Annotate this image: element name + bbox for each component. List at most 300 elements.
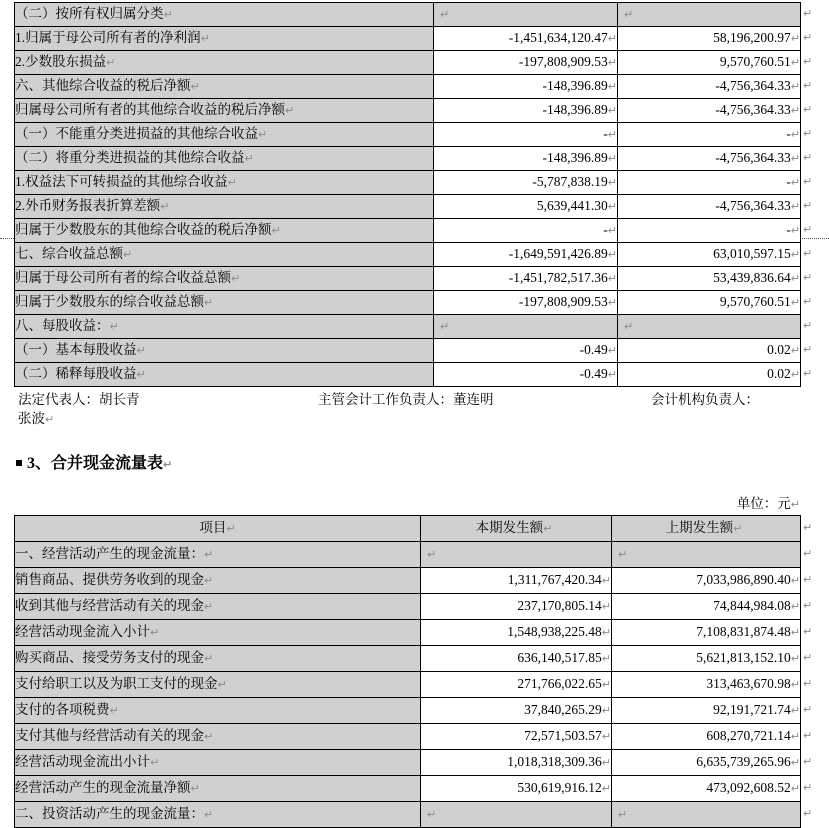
- paragraph-mark-icon: ↵: [790, 272, 800, 286]
- paragraph-mark-icon: ↵: [109, 320, 119, 334]
- row-label-cell: [15, 724, 421, 750]
- row-label-cell: [15, 75, 434, 99]
- row-label: 2.外币财务报表折算差额: [15, 198, 161, 214]
- cell-value: 58,196,200.97: [713, 30, 791, 46]
- row-label-cell: [15, 776, 421, 802]
- paragraph-mark-icon: ↵: [790, 782, 800, 796]
- row-label-cell: [15, 672, 421, 698]
- paragraph-mark-icon: ↵: [803, 175, 813, 188]
- table-row: [15, 195, 801, 219]
- current-period-cell: [421, 776, 612, 802]
- paragraph-mark-icon: ↵: [440, 320, 450, 334]
- previous-period-cell: [618, 267, 801, 291]
- unit-note-text: 单位：元: [736, 496, 791, 511]
- current-period-cell: [434, 339, 618, 363]
- previous-period-cell: [612, 724, 801, 750]
- previous-period-cell: [618, 75, 801, 99]
- paragraph-mark-icon: ↵: [803, 319, 813, 332]
- row-label-cell: [15, 315, 434, 339]
- row-label: 收到其他与经营活动有关的现金: [15, 598, 204, 614]
- legal-representative-label: 法定代表人：胡长青: [18, 392, 140, 407]
- paragraph-mark-icon: ↵: [204, 548, 214, 562]
- cell-value: -: [603, 222, 608, 238]
- row-label: 经营活动现金流出小计: [15, 754, 150, 770]
- paragraph-mark-icon: ↵: [790, 574, 800, 588]
- page-break-indicator-left: [0, 238, 14, 239]
- paragraph-mark-icon: ↵: [440, 8, 450, 22]
- signature-block: [14, 390, 804, 429]
- paragraph-mark-icon: ↵: [803, 521, 813, 534]
- paragraph-mark-icon: ↵: [803, 651, 813, 664]
- comprehensive-income-table-body: [15, 3, 801, 387]
- paragraph-mark-icon: ↵: [123, 248, 133, 262]
- row-label-cell: [15, 243, 434, 267]
- row-label-cell: [15, 195, 434, 219]
- current-period-cell: [434, 75, 618, 99]
- cell-value: 63,010,597.15: [713, 246, 791, 262]
- previous-period-cell: [612, 568, 801, 594]
- previous-period-cell: [618, 123, 801, 147]
- paragraph-mark-icon: ↵: [109, 704, 119, 718]
- cell-value: 636,140,517.85: [517, 650, 602, 666]
- row-label-cell: [15, 698, 421, 724]
- paragraph-mark-icon: ↵: [790, 498, 800, 511]
- cash-flow-table-header-body: [15, 516, 801, 828]
- paragraph-mark-icon: ↵: [790, 756, 800, 770]
- paragraph-mark-icon: ↵: [803, 729, 813, 742]
- previous-period-cell: [612, 672, 801, 698]
- current-period-cell: [421, 802, 612, 828]
- table-row: [15, 147, 801, 171]
- cell-value: -197,808,909.53: [518, 294, 608, 310]
- previous-period-cell: [612, 594, 801, 620]
- row-label: 七、综合收益总额: [15, 246, 123, 262]
- paragraph-mark-icon: ↵: [601, 756, 611, 770]
- paragraph-mark-icon: ↵: [227, 176, 237, 190]
- paragraph-mark-icon: ↵: [624, 8, 634, 22]
- current-period-cell: [434, 51, 618, 75]
- paragraph-mark-icon: ↵: [45, 413, 55, 426]
- current-period-cell: [434, 315, 618, 339]
- paragraph-mark-icon: ↵: [803, 127, 813, 140]
- paragraph-mark-icon: ↵: [150, 626, 160, 640]
- row-label: 经营活动现金流入小计: [15, 624, 150, 640]
- paragraph-mark-icon: ↵: [607, 224, 617, 238]
- column-header-label: 项目: [199, 520, 227, 536]
- cell-value: 530,619,916.12: [517, 780, 602, 796]
- cell-value: 92,191,721.74: [713, 702, 791, 718]
- previous-period-cell: [618, 27, 801, 51]
- cell-value: 72,571,503.57: [524, 728, 602, 744]
- current-period-cell: [434, 291, 618, 315]
- paragraph-mark-icon: ↵: [163, 8, 173, 22]
- current-period-cell: [421, 646, 612, 672]
- paragraph-mark-icon: ↵: [790, 248, 800, 262]
- paragraph-mark-icon: ↵: [803, 271, 813, 284]
- paragraph-mark-icon: ↵: [790, 678, 800, 692]
- paragraph-mark-icon: ↵: [607, 176, 617, 190]
- paragraph-mark-icon: ↵: [790, 176, 800, 190]
- row-label-cell: [15, 646, 421, 672]
- column-header-label: 上期发生额: [665, 520, 734, 536]
- paragraph-mark-icon: ↵: [150, 756, 160, 770]
- current-period-cell: [421, 698, 612, 724]
- cell-value: 1,018,318,309.36: [507, 754, 602, 770]
- previous-period-cell: [612, 542, 801, 568]
- paragraph-mark-icon: ↵: [803, 55, 813, 68]
- paragraph-mark-icon: ↵: [803, 703, 813, 716]
- cell-value: -4,756,364.33: [715, 198, 791, 214]
- paragraph-mark-icon: ↵: [790, 80, 800, 94]
- previous-period-cell: [618, 363, 801, 387]
- row-label: 归属于母公司所有者的综合收益总额: [15, 270, 231, 286]
- paragraph-mark-icon: ↵: [790, 200, 800, 214]
- row-label: 六、其他综合收益的税后净额: [15, 78, 191, 94]
- row-label-cell: [15, 594, 421, 620]
- previous-period-cell: [612, 698, 801, 724]
- paragraph-mark-icon: ↵: [136, 368, 146, 382]
- paragraph-mark-icon: ↵: [601, 730, 611, 744]
- cell-value: -4,756,364.33: [715, 78, 791, 94]
- row-label: 二、投资活动产生的现金流量：: [15, 806, 204, 822]
- paragraph-mark-icon: ↵: [803, 625, 813, 638]
- cell-value: 5,639,441.30: [536, 198, 608, 214]
- previous-period-cell: [618, 171, 801, 195]
- table-row: [15, 123, 801, 147]
- row-label-cell: [15, 568, 421, 594]
- paragraph-mark-icon: ↵: [790, 56, 800, 70]
- paragraph-mark-icon: ↵: [790, 368, 800, 382]
- accounting-org-head-name: 张波: [18, 411, 45, 426]
- previous-period-cell: [618, 243, 801, 267]
- paragraph-mark-icon: ↵: [204, 296, 214, 310]
- paragraph-mark-icon: ↵: [607, 152, 617, 166]
- table-row: [15, 568, 801, 594]
- cell-value: 0.02: [767, 366, 791, 382]
- paragraph-mark-icon: ↵: [803, 199, 813, 212]
- paragraph-mark-icon: ↵: [607, 296, 617, 310]
- paragraph-mark-icon: ↵: [803, 781, 813, 794]
- cell-value: -148,396.89: [542, 78, 608, 94]
- row-label: （一）基本每股收益: [15, 342, 137, 358]
- accounting-org-head-label: 会计机构负责人：: [651, 392, 759, 407]
- paragraph-mark-icon: ↵: [106, 56, 116, 70]
- paragraph-mark-icon: ↵: [790, 600, 800, 614]
- previous-period-cell: [618, 315, 801, 339]
- paragraph-mark-icon: ↵: [803, 223, 813, 236]
- previous-period-cell: [618, 195, 801, 219]
- cell-value: -0.49: [579, 342, 608, 358]
- current-period-cell: [434, 363, 618, 387]
- current-period-cell: [421, 594, 612, 620]
- row-label-cell: [15, 171, 434, 195]
- paragraph-mark-icon: ↵: [190, 80, 200, 94]
- paragraph-mark-icon: ↵: [601, 652, 611, 666]
- cash-flow-table: [14, 515, 801, 828]
- row-label: （二）按所有权归属分类: [15, 6, 164, 22]
- cell-value: -197,808,909.53: [518, 54, 608, 70]
- paragraph-mark-icon: ↵: [204, 600, 214, 614]
- table-row: [15, 315, 801, 339]
- paragraph-mark-icon: ↵: [427, 548, 437, 562]
- column-header-label: 本期发生额: [475, 520, 544, 536]
- paragraph-mark-icon: ↵: [285, 104, 295, 118]
- row-label: 1.权益法下可转损益的其他综合收益: [15, 174, 228, 190]
- current-period-cell: [434, 243, 618, 267]
- cell-value: 271,766,022.65: [517, 676, 602, 692]
- row-label-cell: [15, 99, 434, 123]
- comprehensive-income-table: [14, 2, 801, 387]
- cell-value: -0.49: [579, 366, 608, 382]
- cell-value: -1,649,591,426.89: [508, 246, 608, 262]
- current-period-cell: [421, 724, 612, 750]
- row-label: 八、每股收益：: [15, 318, 110, 334]
- table-row: [15, 99, 801, 123]
- previous-period-cell: [618, 99, 801, 123]
- paragraph-mark-icon: ↵: [607, 32, 617, 46]
- paragraph-mark-icon: ↵: [601, 626, 611, 640]
- column-header-current-period: [421, 516, 612, 542]
- table-row: [15, 594, 801, 620]
- paragraph-mark-icon: ↵: [618, 548, 628, 562]
- cell-value: 7,033,986,890.40: [696, 572, 791, 588]
- paragraph-mark-icon: ↵: [136, 344, 146, 358]
- paragraph-mark-icon: ↵: [607, 56, 617, 70]
- previous-period-cell: [612, 646, 801, 672]
- current-period-cell: [421, 620, 612, 646]
- cell-value: 6,635,739,265.96: [696, 754, 791, 770]
- table-row: [15, 698, 801, 724]
- row-label: （二）稀释每股收益: [15, 366, 137, 382]
- paragraph-mark-icon: ↵: [601, 600, 611, 614]
- row-label-cell: [15, 542, 421, 568]
- cell-value: -4,756,364.33: [715, 150, 791, 166]
- paragraph-mark-icon: ↵: [200, 32, 210, 46]
- accounting-head-label: 主管会计工作负责人：董连明: [318, 392, 494, 407]
- row-label: 归属于少数股东的综合收益总额: [15, 294, 204, 310]
- table-row: [15, 750, 801, 776]
- current-period-cell: [434, 171, 618, 195]
- row-label-cell: [15, 291, 434, 315]
- paragraph-mark-icon: ↵: [803, 807, 813, 820]
- paragraph-mark-icon: ↵: [601, 678, 611, 692]
- paragraph-mark-icon: ↵: [204, 808, 214, 822]
- paragraph-mark-icon: ↵: [204, 730, 214, 744]
- paragraph-mark-icon: ↵: [160, 200, 170, 214]
- row-label: 一、经营活动产生的现金流量：: [15, 546, 204, 562]
- current-period-cell: [434, 99, 618, 123]
- previous-period-cell: [612, 776, 801, 802]
- paragraph-mark-icon: ↵: [217, 678, 227, 692]
- paragraph-mark-icon: ↵: [607, 128, 617, 142]
- cell-value: 608,270,721.14: [706, 728, 791, 744]
- paragraph-mark-icon: ↵: [803, 79, 813, 92]
- previous-period-cell: [618, 147, 801, 171]
- paragraph-mark-icon: ↵: [601, 704, 611, 718]
- current-period-cell: [421, 672, 612, 698]
- current-period-cell: [434, 267, 618, 291]
- table-row: [15, 219, 801, 243]
- row-label-cell: [15, 3, 434, 27]
- paragraph-mark-icon: ↵: [803, 295, 813, 308]
- cell-value: 313,463,670.98: [706, 676, 791, 692]
- table-row: [15, 171, 801, 195]
- paragraph-mark-icon: ↵: [803, 151, 813, 164]
- paragraph-mark-icon: ↵: [204, 574, 214, 588]
- paragraph-mark-icon: ↵: [607, 104, 617, 118]
- paragraph-mark-icon: ↵: [733, 522, 743, 536]
- table-row: [15, 646, 801, 672]
- paragraph-mark-icon: ↵: [601, 782, 611, 796]
- table-row: [15, 339, 801, 363]
- paragraph-mark-icon: ↵: [163, 458, 173, 471]
- paragraph-mark-icon: ↵: [607, 368, 617, 382]
- row-label: 归属母公司所有者的其他综合收益的税后净额: [15, 102, 285, 118]
- paragraph-mark-icon: ↵: [803, 755, 813, 768]
- current-period-cell: [421, 568, 612, 594]
- cell-value: 1,311,767,420.34: [507, 572, 602, 588]
- table-row: [15, 3, 801, 27]
- paragraph-mark-icon: ↵: [790, 296, 800, 310]
- cell-value: -5,787,838.19: [532, 174, 608, 190]
- previous-period-cell: [612, 620, 801, 646]
- signature-row-primary: [14, 390, 804, 409]
- cell-value: -: [603, 126, 608, 142]
- cell-value: 74,844,984.08: [713, 598, 791, 614]
- paragraph-mark-icon: ↵: [790, 224, 800, 238]
- row-label: （二）将重分类进损益的其他综合收益: [15, 150, 245, 166]
- previous-period-cell: [618, 3, 801, 27]
- paragraph-mark-icon: ↵: [618, 808, 628, 822]
- current-period-cell: [434, 3, 618, 27]
- paragraph-mark-icon: ↵: [790, 104, 800, 118]
- cell-value: -1,451,634,120.47: [508, 30, 608, 46]
- signature-row-secondary: [14, 409, 804, 429]
- row-label: （一）不能重分类进损益的其他综合收益: [15, 126, 258, 142]
- previous-period-cell: [618, 339, 801, 363]
- paragraph-mark-icon: ↵: [601, 574, 611, 588]
- table-row: [15, 620, 801, 646]
- row-label: 销售商品、提供劳务收到的现金: [15, 572, 204, 588]
- row-label-cell: [15, 620, 421, 646]
- cell-value: -: [786, 174, 791, 190]
- cell-value: 237,170,805.14: [517, 598, 602, 614]
- table-row: [15, 776, 801, 802]
- previous-period-cell: [618, 51, 801, 75]
- row-label-cell: [15, 363, 434, 387]
- paragraph-mark-icon: ↵: [607, 344, 617, 358]
- table-row: [15, 27, 801, 51]
- cell-value: -: [786, 126, 791, 142]
- paragraph-mark-icon: ↵: [803, 547, 813, 560]
- row-label-cell: [15, 123, 434, 147]
- table-row: [15, 363, 801, 387]
- cell-value: 1,548,938,225.48: [507, 624, 602, 640]
- paragraph-mark-icon: ↵: [790, 626, 800, 640]
- row-label-cell: [15, 147, 434, 171]
- table-row: [15, 672, 801, 698]
- row-label: 经营活动产生的现金流量净额: [15, 780, 191, 796]
- heading-text: 合并现金流量表: [51, 455, 164, 472]
- table-row: [15, 267, 801, 291]
- paragraph-mark-icon: ↵: [803, 103, 813, 116]
- table-row: [15, 542, 801, 568]
- column-header-previous-period: [612, 516, 801, 542]
- cell-value: 7,108,831,874.48: [696, 624, 791, 640]
- paragraph-mark-icon: ↵: [803, 343, 813, 356]
- table-row: [15, 291, 801, 315]
- row-label-cell: [15, 51, 434, 75]
- paragraph-mark-icon: ↵: [624, 320, 634, 334]
- cell-value: 37,840,265.29: [524, 702, 602, 718]
- previous-period-cell: [612, 750, 801, 776]
- paragraph-mark-icon: ↵: [543, 522, 553, 536]
- paragraph-mark-icon: ↵: [790, 152, 800, 166]
- table-header-row: [15, 516, 801, 542]
- paragraph-mark-icon: ↵: [258, 128, 268, 142]
- paragraph-mark-icon: ↵: [244, 152, 254, 166]
- paragraph-mark-icon: ↵: [790, 344, 800, 358]
- paragraph-mark-icon: ↵: [790, 32, 800, 46]
- table-row: [15, 802, 801, 828]
- table-row: [15, 75, 801, 99]
- paragraph-mark-icon: ↵: [803, 573, 813, 586]
- row-label: 2.少数股东损益: [15, 54, 107, 70]
- current-period-cell: [421, 750, 612, 776]
- paragraph-mark-icon: ↵: [803, 367, 813, 380]
- square-bullet-icon: [16, 460, 22, 466]
- paragraph-mark-icon: ↵: [803, 677, 813, 690]
- cell-value: 5,621,813,152.10: [696, 650, 791, 666]
- column-header-item: [15, 516, 421, 542]
- cell-value: 473,092,608.52: [706, 780, 791, 796]
- row-label: 支付其他与经营活动有关的现金: [15, 728, 204, 744]
- current-period-cell: [434, 123, 618, 147]
- paragraph-mark-icon: ↵: [790, 704, 800, 718]
- paragraph-mark-icon: ↵: [271, 224, 281, 238]
- cell-value: -4,756,364.33: [715, 102, 791, 118]
- paragraph-mark-icon: ↵: [803, 7, 813, 20]
- current-period-cell: [434, 219, 618, 243]
- current-period-cell: [434, 27, 618, 51]
- paragraph-mark-icon: ↵: [790, 128, 800, 142]
- row-label-cell: [15, 750, 421, 776]
- paragraph-mark-icon: ↵: [231, 272, 241, 286]
- row-label: 支付的各项税费: [15, 702, 110, 718]
- previous-period-cell: [618, 291, 801, 315]
- current-period-cell: [421, 542, 612, 568]
- unit-note: [0, 492, 800, 512]
- paragraph-mark-icon: ↵: [790, 730, 800, 744]
- paragraph-mark-icon: ↵: [607, 80, 617, 94]
- paragraph-mark-icon: ↵: [803, 247, 813, 260]
- table-row: [15, 243, 801, 267]
- paragraph-mark-icon: ↵: [204, 652, 214, 666]
- cell-value: 0.02: [767, 342, 791, 358]
- cell-value: 9,570,760.51: [719, 54, 791, 70]
- paragraph-mark-icon: ↵: [803, 599, 813, 612]
- table-row: [15, 51, 801, 75]
- paragraph-mark-icon: ↵: [607, 248, 617, 262]
- cell-value: -148,396.89: [542, 150, 608, 166]
- previous-period-cell: [612, 802, 801, 828]
- paragraph-mark-icon: ↵: [190, 782, 200, 796]
- paragraph-mark-icon: ↵: [607, 272, 617, 286]
- paragraph-mark-icon: ↵: [607, 200, 617, 214]
- cell-value: -1,451,782,517.36: [508, 270, 608, 286]
- row-label-cell: [15, 802, 421, 828]
- current-period-cell: [434, 147, 618, 171]
